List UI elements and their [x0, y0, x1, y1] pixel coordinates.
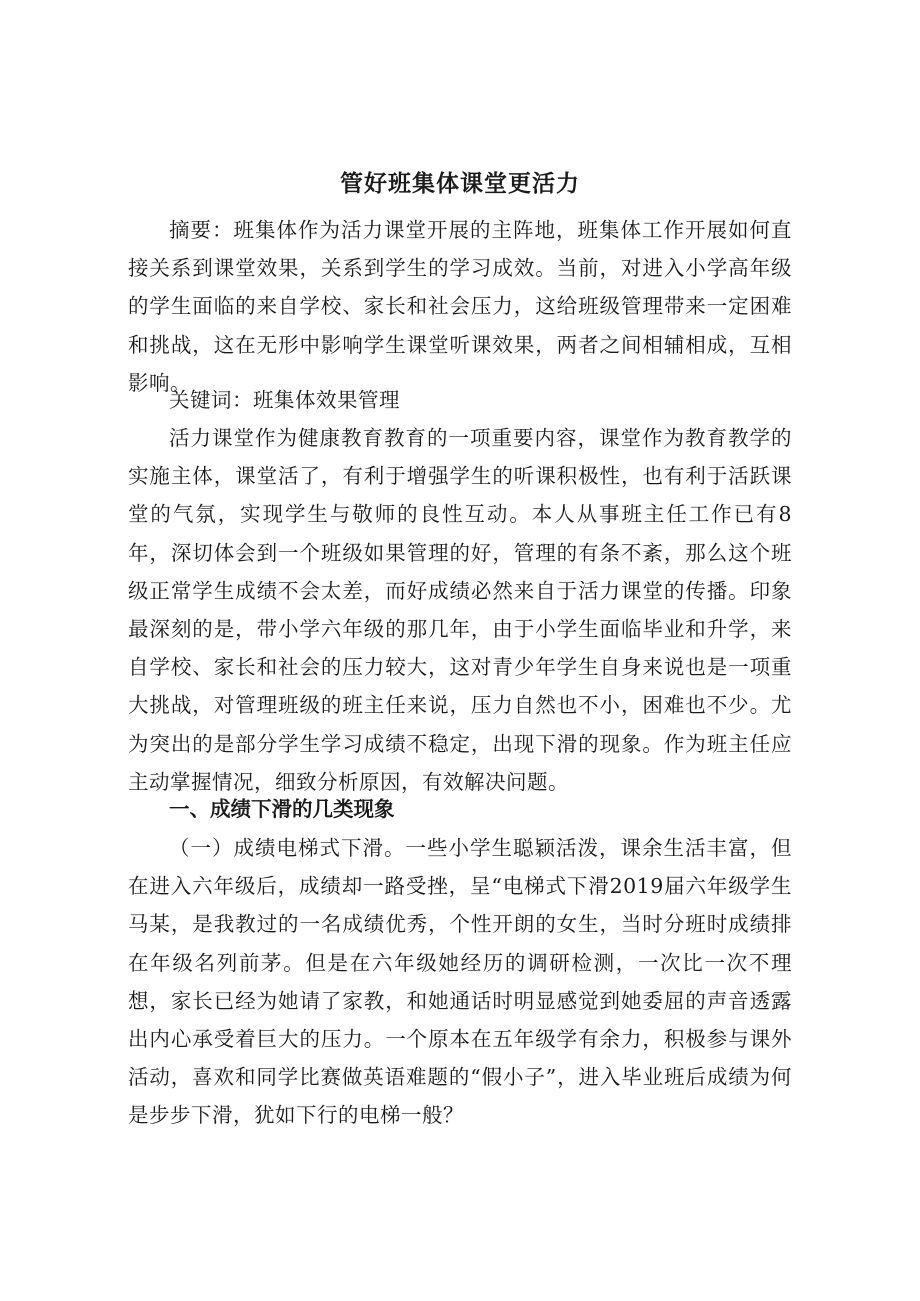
intro-paragraph: 活力课堂作为健康教育教育的一项重要内容，课堂作为教育教学的实施主体，课堂活了，有利于增强学生的听课积极性，也有利于活跃课堂的气氛，实现学生与敬师的良性互动。本人从事班主任工作已有8年，深切体会到一个班级如果管理的好，管理的有条不紊，那么这个班级正常学生成绩不会太差，而好成绩必然来自于活力课堂的传播。印象最深刻的是，带小学六年级的那几年，由于小学生面临毕业和升学，来自学校、家长和社会的压力较大，这对青少年学生自身来说也是一项重大挑战，对管理班级的班主任来说，压力自然也不小，困难也不少。尤为突出的是部分学生学习成绩不稳定，出现下滑的现象。作为班主任应主动掌握情况，细致分析原因，有效解决问题。: [128, 426, 792, 794]
section-heading: 一、成绩下滑的几类现象: [169, 797, 395, 821]
abstract-paragraph: 摘要：班集体作为活力课堂开展的主阵地，班集体工作开展如何直接关系到课堂效果，关系到学生的学习成效。当前，对进入小学高年级的学生面临的来自学校、家长和社会压力，这给班级管理带来一定困难和挑战，这在无形中影响学生课堂听课效果，两者之间相辅相成，互相影响。: [128, 218, 792, 395]
subsection-paragraph: （一）成绩电梯式下滑。一些小学生聪颖活泼，课余生活丰富，但在进入六年级后，成绩却一路受挫，呈“电梯式下滑2019届六年级学生马某，是我教过的一名成绩优秀，个性开朗的女生，当时分班时成绩排在年级名列前茅。但是在六年级她经历的调研检测，一次比一次不理想，家长已经为她请了家教，和她通话时明显感觉到她委屈的声音透露出内心承受着巨大的压力。一个原本在五年级学有余力，积极参与课外活动，喜欢和同学比赛做英语难题的“假小子”，进入毕业班后成绩为何是步步下滑，犹如下行的电梯一般？: [128, 836, 792, 1128]
keywords-line: 关键词：班集体效果管理: [169, 388, 400, 412]
document-title: 管好班集体课堂更活力: [340, 171, 580, 197]
